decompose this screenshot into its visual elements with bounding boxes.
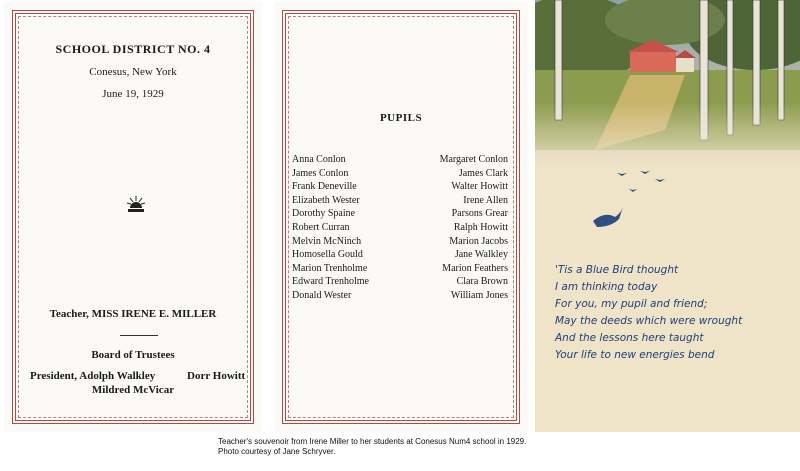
list-item: Donald Wester [292, 289, 352, 301]
list-item: Marion Jacobs [449, 235, 508, 247]
list-item: Marion Feathers [442, 262, 508, 274]
list-item: Ralph Howitt [453, 221, 508, 233]
town-name: Conesus, New York [89, 66, 177, 78]
divider [120, 335, 158, 336]
photo-caption [218, 437, 638, 457]
pupils-heading: PUPILS [379, 112, 423, 124]
list-item: Anna Conlon [292, 154, 346, 165]
trustee-president: President, Adolph Walkley [30, 370, 156, 382]
pupil-list-right [440, 153, 508, 303]
list-item: James Clark [458, 167, 508, 179]
bluebirds-illustration [585, 165, 675, 235]
list-item: Irene Allen [463, 194, 508, 206]
caption-line: Teacher's souvenoir from Irene Miller to her students at Conesus Num4 school in 1929. [218, 437, 527, 446]
list-item: Margaret Conlon [439, 154, 508, 165]
list-item: Walter Howitt [451, 181, 508, 193]
verse-line: May the deeds which were wrought [555, 315, 743, 327]
list-item: Parsons Grear [451, 208, 508, 220]
landscape-illustration [535, 0, 800, 170]
list-item: Robert Curran [292, 221, 350, 233]
cover-card [4, 2, 262, 432]
list-item: Marion Trenholme [292, 262, 368, 274]
trustee-member: Mildred McVicar [91, 384, 175, 396]
list-item: Elizabeth Wester [292, 194, 360, 206]
list-item: William Jones [450, 289, 508, 301]
event-date: June 19, 1929 [102, 88, 164, 100]
list-item: Frank Deneville [292, 181, 357, 193]
verse-line: For you, my pupil and friend; [555, 298, 708, 310]
list-item: Dorothy Spaine [292, 208, 356, 220]
list-item: Homosella Gould [292, 249, 363, 261]
bluebird-verse [555, 262, 795, 364]
trustees-heading: Board of Trustees [91, 349, 175, 361]
pupil-list-left [292, 153, 369, 303]
list-item: Clara Brown [456, 276, 508, 288]
pupils-card [274, 2, 528, 432]
sunrise-emblem-icon [125, 194, 147, 214]
verse-line: And the lessons here taught [555, 332, 704, 344]
district-title: SCHOOL DISTRICT NO. 4 [55, 42, 211, 56]
list-item: Jane Walkley [454, 249, 508, 261]
bluebird-card [535, 0, 800, 432]
verse-line: I am thinking today [555, 281, 658, 293]
list-item: James Conlon [292, 167, 349, 179]
caption-credit: Photo courtesy of Jane Schryver. [218, 447, 336, 456]
verse-line: 'Tis a Blue Bird thought [555, 264, 679, 276]
list-item: Melvin McNinch [292, 235, 362, 247]
list-item: Edward Trenholme [292, 276, 369, 288]
trustee-member: Dorr Howitt [187, 370, 246, 382]
teacher-name: Teacher, MISS IRENE E. MILLER [49, 308, 217, 320]
verse-line: Your life to new energies bend [555, 349, 715, 361]
